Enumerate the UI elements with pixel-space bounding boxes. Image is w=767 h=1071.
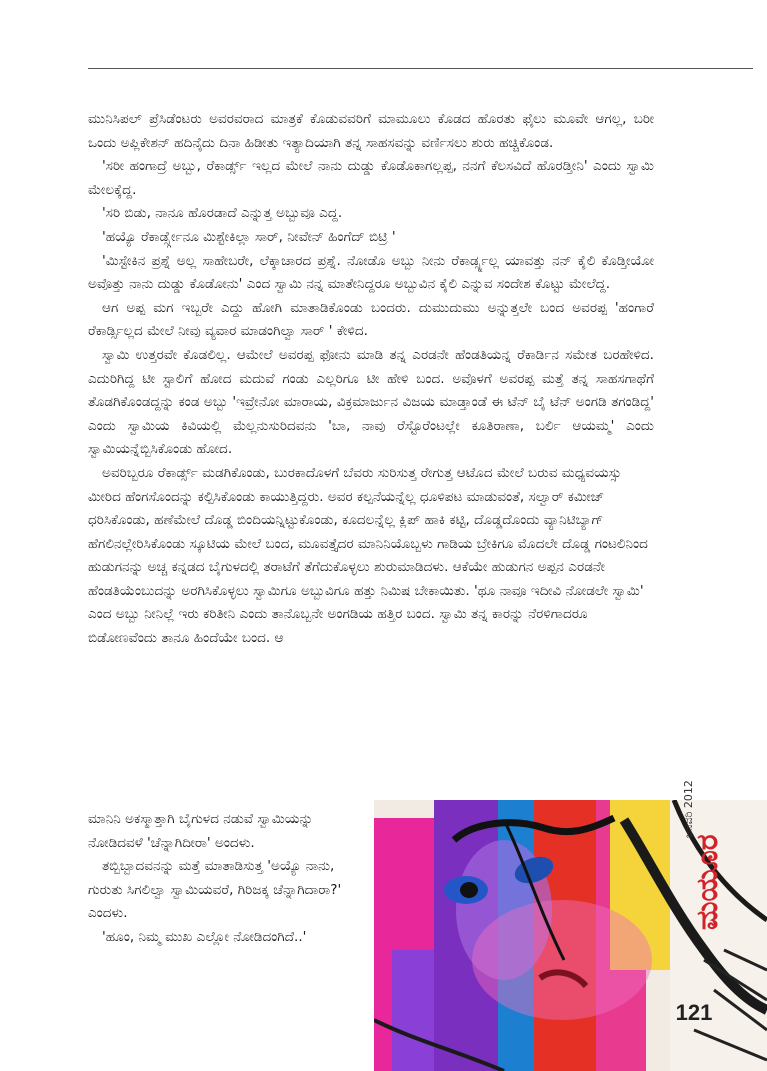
paragraph: 'ಹೂಂ, ನಿಮ್ಮ ಮುಖ ಎಲ್ಲೋ ನೋಡಿದಂಗಿದೆ..' (102, 928, 307, 945)
paragraph: 'ಮಿಸ್ಟೇಕಿನ ಪ್ರಶ್ನೆ ಅಲ್ಲ ಸಾಹೇಬರೇ, ಲೆಕ್ಕಾಚಾರದ ಪ್ರಶ್ನೆ. ನೋಡೊ ಅಬ್ಬು ನೀನು ರೆಕಾರ್ಡ್ಸ್ನಲ್ಲ ಯಾವತ್ತು ನನ್ ಕೈಲಿ ಕೊಡ್ತೀಯೋ ಅವೊತ್ತು ನಾನು ದುಡ್ಡು ಕೊಡೋನು' ಎಂದ ಸ್ವಾಮಿ ನನ್ನ ಮಾತೇನಿದ್ದರೂ ಅಬ್ಬುವಿನ ಕೈಲಿ ಎನ್ನುವ ಸಂದೇಶ ಕೊಟ್ಟು ಮೇಲೆದ್ದ. (88, 252, 654, 293)
magazine-masthead: ಮಯೂರ (690, 834, 725, 930)
paragraph: ಅವರಿಬ್ಬರೂ ರೆಕಾರ್ಡ್ಸ್ ಮಡಗಿಕೊಂಡು, ಬುರಕಾದೊಳಗೆ ಬೆವರು ಸುರಿಸುತ್ತ ರೇಗುತ್ತ ಆಟೊದ ಮೇಲೆ ಬರುವ ಮಧ್ಯವಯಸ್ಸು ಮೀರಿದ ಹೆಂಗಸೊಂದನ್ನು ಕಲ್ಪಿಸಿಕೊಂಡು ಕಾಯುತ್ತಿದ್ದರು. ಅವರ ಕಲ್ಪನೆಯನ್ನೆಲ್ಲ ಧೂಳಿಪಟ ಮಾಡುವಂತೆ, ಸಲ್ವಾರ್ ಕಮೀಜ್ ಧರಿಸಿಕೊಂಡು, ಹಣೆಮೇಲೆ ದೊಡ್ಡ ಬಿಂದಿಯನ್ನಿಟ್ಟುಕೊಂಡು, ಕೂದಲನ್ನೆಲ್ಲ ಕ್ಲಿಪ್ ಹಾಕಿ ಕಟ್ಟಿ, ದೊಡ್ಡದೊಂದು ವ್ಯಾನಿಟಿಬ್ಯಾಗ್ ಹೆಗಲಿನಲ್ಲೇರಿಸಿಕೊಂಡು ಸ್ಕೂಟಿಯ ಮೇಲೆ ಬಂದ, ಮೂವತ್ತೈದರ ಮಾನಿನಿಯೊಬ್ಬಳು ಗಾಡಿಯ ಬ್ರೇಕಿಗೂ ಮೊದಲೇ ದೊಡ್ಡ ಗಂಟಲಿನಿಂದ ಹುಡುಗನನ್ನು ಅಚ್ಚ ಕನ್ನಡದ ಬೈಗುಳದಲ್ಲಿ ತರಾಟೆಗೆ ತೆಗೆದುಕೊಳ್ಳಲು ಶುರುಮಾಡಿದಳು. ಆಕೆಯೇ ಹುಡುಗನ ಅಪ್ಪನ ಎರಡನೇ ಹೆಂಡತಿಯೆಂಬುದನ್ನು ಅರಗಿಸಿಕೊಳ್ಳಲು ಸ್ವಾಮಿಗೂ ಅಬ್ಬುವಿಗೂ ಹತ್ತು ನಿಮಿಷ ಬೇಕಾಯಿತು. 'ಥೂ ನಾವೂ ಇದೀವಿ ನೋಡಲೇ ಸ್ವಾಮಿ' ಎಂದ ಅಬ್ಬು ನೀನಿಲ್ಲೆ ಇರು ಕರಿತೀನಿ ಎಂದು ತಾನೊಬ್ಬನೇ ಅಂಗಡಿಯ ಹತ್ತಿರ ಬಂದ. ಸ್ವಾಮಿ ತನ್ನ ಕಾರನ್ನು ನೆರಳಿಗಾದರೂ ಬಿಡೋಣವೆಂದು ತಾನೂ ಹಿಂದೆಯೇ ಬಂದ. ಆ (88, 464, 648, 647)
page-number: 121 (675, 1000, 713, 1025)
paragraph: ತಬ್ಬಿಬ್ಬಾದವನನ್ನು ಮತ್ತೆ ಮಾತಾಡಿಸುತ್ತ 'ಅಯ್ಯೊ ನಾನು, ಗುರುತು ಸಿಗಲಿಲ್ವಾ ಸ್ವಾಮಿಯವರೆ, ಗಿರಿಜಕ್ಕ ಚೆನ್ನಾಗಿದಾರಾ?' ಎಂದಳು. (88, 858, 342, 922)
article-body-narrow (88, 808, 370, 950)
paragraph: ಆಗ ಅಪ್ಪ ಮಗ ಇಬ್ಬರೇ ಎದ್ದು ಹೋಗಿ ಮಾತಾಡಿಕೊಂಡು ಬಂದರು. ದುಮುದುಮು ಅನ್ನುತ್ತಲೇ ಬಂದ ಅವರಪ್ಪ 'ಹಂಗಾರೆ ರೆಕಾರ್ಡ್ಸಿಲ್ಲದ ಮೇಲೆ ನೀವು ವ್ಯವಾರ ಮಾಡಂಗಿಲ್ವಾ ಸಾರ್ ' ಕೇಳಿದ. (88, 299, 654, 340)
article-body (88, 108, 654, 651)
paragraph: ಮಾನಿನಿ ಅಕಸ್ಮಾತ್ತಾಗಿ ಬೈಗುಳದ ನಡುವೆ ಸ್ವಾಮಿಯನ್ನು ನೋಡಿದವಳೆ 'ಚೆನ್ನಾಗಿದೀರಾ' ಅಂದಳು. (88, 811, 314, 851)
issue-date: ಜನವರಿ 2012 (682, 780, 695, 838)
paragraph: 'ಸರೀ ಹಂಗಾದ್ರೆ ಅಬ್ಬು, ರೆಕಾರ್ಡ್ಸ್ ಇಲ್ಲದ ಮೇಲೆ ನಾನು ದುಡ್ಡು ಕೊಡೊಕಾಗಲ್ಲಪ್ಪ, ನನಗೆ ಕೆಲಸವಿದೆ ಹೊರಡ್ತೀನಿ' ಎಂದು ಸ್ವಾಮಿ ಮೇಲಕ್ಕೆದ್ದ. (88, 158, 654, 198)
paragraph: ಸ್ವಾಮಿ ಉತ್ತರವೇ ಕೊಡಲಿಲ್ಲ. ಆಮೇಲೆ ಅವರಪ್ಪ ಫೋನು ಮಾಡಿ ತನ್ನ ಎರಡನೇ ಹೆಂಡತಿಯನ್ನ ರೆಕಾರ್ಡಿನ ಸಮೇತ ಬರಹೇಳಿದ. ಎದುರಿಗಿದ್ದ ಟೀ ಸ್ಟಾಲಿಗೆ ಹೋದ ಮದುವೆ ಗಂಡು ಎಲ್ಲರಿಗೂ ಟೀ ಹೇಳಿ ಬಂದ. ಅವೊಳಗೆ ಅವರಪ್ಪ ಮತ್ತೆ ತನ್ನ ಸಾಹಸಗಾಥೆಗೆ ತೊಡಗಿಕೊಂಡದ್ದನ್ನು ಕಂಡ ಅಬ್ಬು 'ಇವ್ರೇನೋ ಮಾರಾಯ, ವಿಕ್ರಮಾರ್ಜುನ ವಿಜಯ ಮಾಡ್ತಾಂಡೆ ಈ ಟೆನ್ ಬೈ ಟೆನ್ ಅಂಗಡಿ ತಗಂಡಿದ್ದ' ಎಂದು ಸ್ವಾಮಿಯ ಕಿವಿಯಲ್ಲಿ ಮೆಲ್ಲನುಸುರಿದವನು 'ಬಾ, ನಾವು ರೆಸ್ಟೊರೆಂಟಲ್ಲೇ ಕೂತಿರಾಣಾ, ಬರ್ಲಿ ಆಯಮ್ಮ' ಎಂದು ಸ್ವಾಮಿಯನ್ನೆಬ್ಬಿಸಿಕೊಂಡು ಹೋದ. (88, 346, 654, 458)
paragraph: 'ಹಯ್ಯೊ ರೆಕಾರ್ಡ್ಸ್ಗೇನೂ ಮಿಶ್ಟೇಕಿಲ್ಲಾ ಸಾರ್, ನೀವೇನ್ ಹಿಂಗೆದ್ ಬಿಟ್ರಿ ' (102, 228, 396, 245)
paragraph: ಮುನಿಸಿಪಲ್ ಪ್ರೆಸಿಡೆಂಟರು ಅವರವರಾದ ಮಾತ್ರಕೆ ಕೊಡುವವರಿಗೆ ಮಾಮೂಲು ಕೊಡದ ಹೊರತು ಫೈಲು ಮೂವೇ ಆಗಲ್ಲ, ಬರೀ ಒಂದು ಅಪ್ಲಿಕೇಶನ್ ಹದಿನೈದು ದಿನಾ ಹಿಡೀತು ಇತ್ಯಾದಿಯಾಗಿ ತನ್ನ ಸಾಹಸವನ್ನು ವರ್ಣಿಸಲು ಶುರು ಹಚ್ಚಿಕೊಂಡ. (88, 111, 654, 151)
header-rule (88, 68, 753, 69)
paragraph: 'ಸರಿ ಬಿಡು, ನಾನೂ ಹೊರಡಾದೆ ಎನ್ನುತ್ತ ಅಬ್ಬುವೂ ಎದ್ದ. (102, 205, 343, 222)
